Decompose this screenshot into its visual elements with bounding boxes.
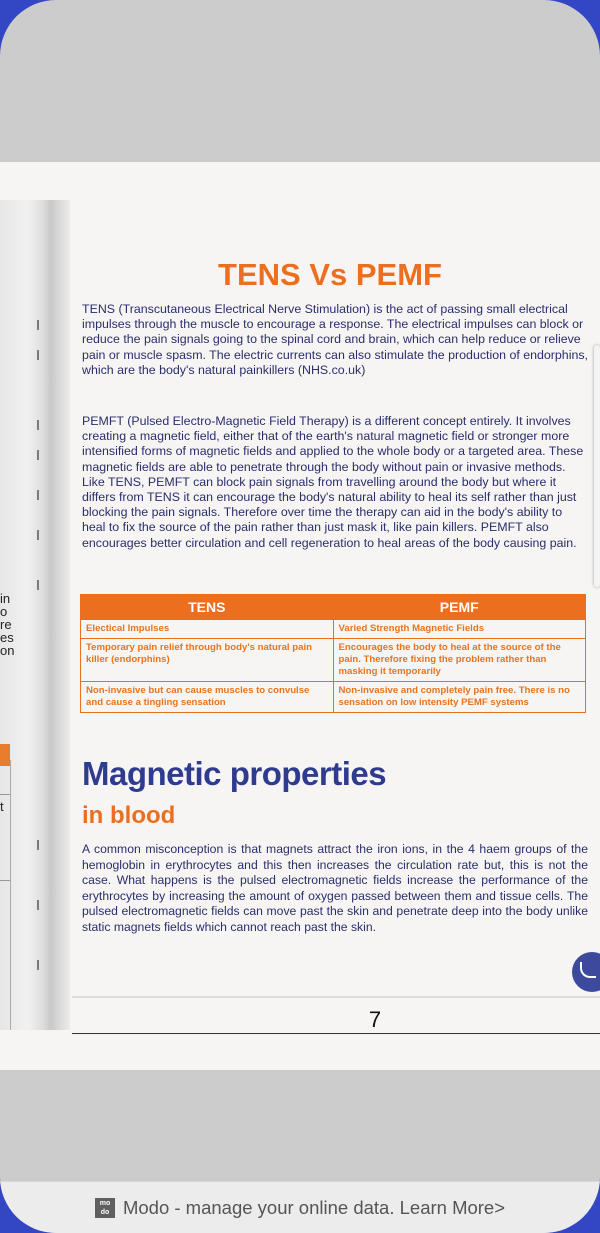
page-footer-rule — [72, 996, 600, 998]
ad-text-link[interactable]: Modo - manage your online data. Learn More> — [122, 1197, 506, 1218]
page-number: 7 — [368, 1007, 382, 1032]
table-header-tens: TENS — [81, 595, 334, 620]
margin-mark — [37, 320, 39, 330]
left-page-fragment: re — [0, 617, 12, 632]
scroll-handle[interactable] — [594, 345, 600, 587]
section-subheading: in blood — [82, 802, 176, 829]
tens-paragraph: TENS (Transcutaneous Electrical Nerve Stimulation) is the act of passing small electrical impulses through the muscle to encourage a response. The electrical impulses can block or reduce the pain signals going to the spinal cord and brain, which can help reduce or relieve pain or muscle spasm. The electric currents can also stimulate the production of endorphins, which are the body's natural painkillers (NHS.co.uk) — [82, 302, 588, 377]
table-cell: Encourages the body to heal at the source of the pain. Therefore fixing the problem rather than masking it temporarily — [333, 639, 586, 682]
margin-mark — [37, 490, 39, 500]
section-heading: Magnetic properties — [82, 755, 387, 792]
left-page-rule — [10, 760, 11, 1030]
left-page-fragment: es — [0, 630, 14, 645]
margin-mark — [37, 580, 39, 590]
left-page-orange-bar — [0, 744, 10, 766]
page-number-rule — [72, 1033, 600, 1034]
table-row — [81, 620, 586, 639]
page-title: TENS Vs PEMF — [218, 257, 442, 292]
comparison-table — [80, 594, 586, 713]
left-page-fragment: t — [0, 799, 4, 814]
left-page-fragment: in — [0, 591, 11, 606]
blood-paragraph: A common misconception is that magnets attract the iron ions, in the 4 haem groups of the hemoglobin in erythrocytes and this then increases the circulation rate but, this is not the case. What happens is the pulsed electromagnetic fields increase the performance of the erythrocytes by increasing the amount of oxygen passed between them and tissue cells. The pulsed electromagnetic fields can move past the skin and penetrate deep into the body unlike static magnets fields which cannot reach past the skin. — [82, 842, 588, 934]
pemf-paragraph: PEMFT (Pulsed Electro-Magnetic Field Therapy) is a different concept entirely. It involves creating a magnetic field, either that of the earth's natural magnetic field or stronger more intensified forms of magnetic fields and applied to the whole body or a targeted area. These magnetic fields are able to penetrate through the body without pain or invasive methods. Like TENS, PEMFT can block pain signals from travelling around the body but where it differs from TENS it can encourage the body's natural ability to heal its self rather than just blocking the pain signals. Therefore over time the therapy can aid in the body's ability to heal to fix the source of the pain rather than just mask it, like pain killers. PEMFT also encourages better circulation and cell regeneration to heal areas of the body causing pain. — [82, 414, 584, 550]
table-cell: Non-invasive but can cause muscles to convulse and cause a tingling sensation — [81, 682, 334, 713]
modo-logo-icon: mo do — [95, 1198, 115, 1218]
left-page-rule — [0, 880, 10, 881]
margin-mark — [37, 960, 39, 970]
table-header-pemf: PEMF — [333, 595, 586, 620]
left-page-fragment: on — [0, 643, 15, 658]
table-cell: Electical Impulses — [81, 620, 334, 639]
margin-mark — [37, 450, 39, 460]
page-photo[interactable] — [0, 162, 600, 1070]
left-page-edge — [0, 200, 70, 1030]
margin-mark — [37, 350, 39, 360]
table-cell: Temporary pain relief through body's natural pain killer (endorphins) — [81, 639, 334, 682]
table-cell: Non-invasive and completely pain free. There is no sensation on low intensity PEMF systems — [333, 682, 586, 713]
ad-banner[interactable] — [0, 1181, 600, 1233]
left-page-fragment: o — [0, 604, 8, 619]
margin-mark — [37, 420, 39, 430]
table-row — [81, 682, 586, 713]
margin-mark — [37, 840, 39, 850]
brand-logo-icon — [572, 952, 600, 992]
table-cell: Varied Strength Magnetic Fields — [333, 620, 586, 639]
margin-mark — [37, 530, 39, 540]
margin-mark — [37, 900, 39, 910]
table-row — [81, 639, 586, 682]
left-page-rule — [0, 794, 10, 795]
